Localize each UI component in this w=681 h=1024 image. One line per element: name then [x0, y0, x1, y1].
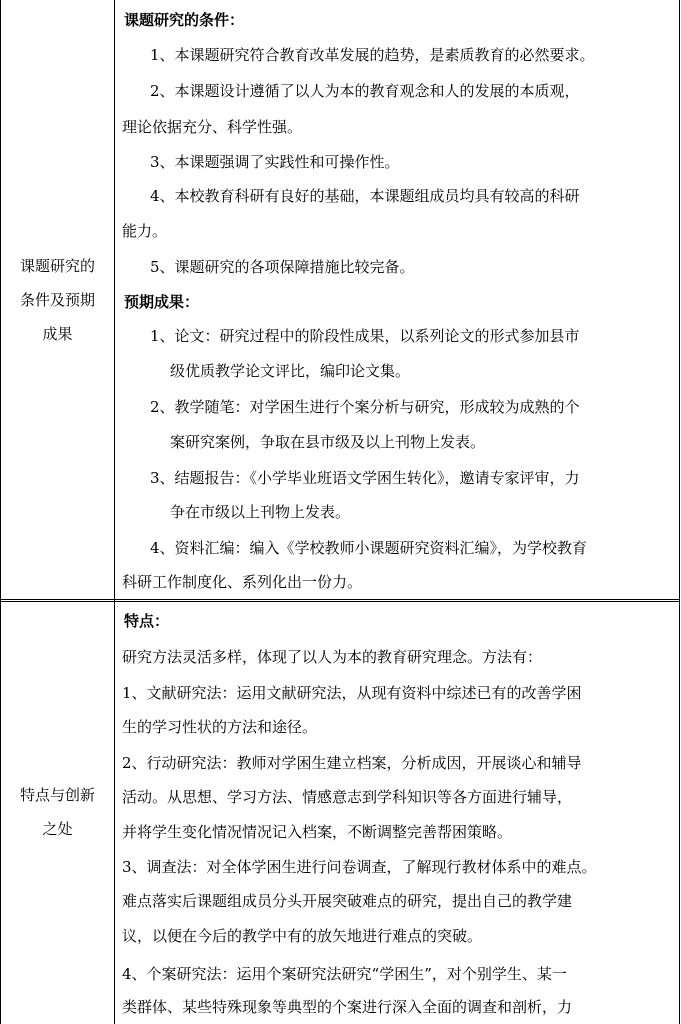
section1-label-line: 课题研究的: [19, 256, 95, 275]
features-heading: 特点：: [124, 612, 170, 630]
features-line: 议，以便在今后的教学中有的放矢地进行难点的突破。: [122, 927, 483, 945]
outcomes-heading: 预期成果：: [124, 293, 200, 311]
section1-label: [1, 0, 114, 599]
condition-item: 1、本课题研究符合教育改革发展的趋势，是素质教育的必然要求。: [150, 46, 595, 64]
table-border-right: [679, 0, 680, 1024]
condition-item-cont: 能力。: [122, 222, 168, 240]
outcome-item-cont: 案研究案例，争取在县市级及以上刊物上发表。: [170, 433, 486, 451]
outcome-item: 1、论文：研究过程中的阶段性成果，以系列论文的形式参加县市: [150, 327, 580, 345]
condition-item: 3、本课题强调了实践性和可操作性。: [150, 153, 400, 171]
row-divider: [0, 599, 680, 600]
table-border-middle: [114, 0, 115, 1024]
features-line: 生的学习性状的方法和途径。: [122, 718, 318, 736]
section2-label-line: 特点与创新: [19, 786, 95, 804]
features-line: 2、行动研究法：教师对学困生建立档案，分析成因，开展谈心和辅导: [122, 754, 582, 772]
features-line: 研究方法灵活多样，体现了以人为本的教育研究理念。方法有：: [122, 648, 543, 666]
section1-label-line: 成果: [42, 324, 73, 343]
section1-label-line: 条件及预期: [19, 290, 95, 309]
outcome-item: 4、资料汇编：编入《学校教师小课题研究资料汇编》，为学校教育: [150, 539, 588, 557]
condition-item: 5、课题研究的各项保障措施比较完备。: [150, 258, 415, 276]
features-line: 难点落实后课题组成员分头开展突破难点的研究，提出自己的教学建: [122, 892, 573, 910]
outcome-item-cont: 级优质教学论文评比，编印论文集。: [170, 362, 411, 380]
condition-item: 2、本课题设计遵循了以人为本的教育观念和人的发展的本质观，: [150, 82, 580, 100]
outcome-item: 3、结题报告：《小学毕业班语文学困生转化》，邀请专家评审，力: [150, 469, 580, 487]
features-line: 类群体、某些特殊现象等典型的个案进行深入全面的调查和剖析，力: [122, 998, 573, 1016]
condition-item: 4、本校教育科研有良好的基础，本课题组成员均具有较高的科研: [150, 187, 580, 205]
features-line: 并将学生变化情况情况记入档案，不断调整完善帮困策略。: [122, 823, 513, 841]
features-line: 4、个案研究法：运用个案研究法研究“学困生”，对个别学生、某一: [122, 965, 567, 983]
outcome-item-cont: 争在市级以上刊物上发表。: [170, 503, 351, 521]
condition-item-cont: 理论依据充分、科学性强。: [122, 118, 303, 136]
section2-label: [1, 602, 114, 1024]
section2-label-line: 之处: [42, 820, 73, 838]
section2-content: [122, 602, 670, 1024]
features-line: 1、文献研究法：运用文献研究法，从现有资料中综述已有的改善学困: [122, 684, 582, 702]
outcome-item: 2、教学随笔：对学困生进行个案分析与研究，形成较为成熟的个: [150, 398, 580, 416]
features-line: 3、调查法：对全体学困生进行问卷调查，了解现行教材体系中的难点。: [122, 858, 597, 876]
features-line: 活动。从思想、学习方法、情感意志到学科知识等各方面进行辅导，: [122, 788, 573, 806]
outcome-item-cont: 科研工作制度化、系列化出一份力。: [122, 573, 363, 591]
conditions-heading: 课题研究的条件：: [124, 11, 245, 29]
section1-content: [122, 0, 670, 599]
